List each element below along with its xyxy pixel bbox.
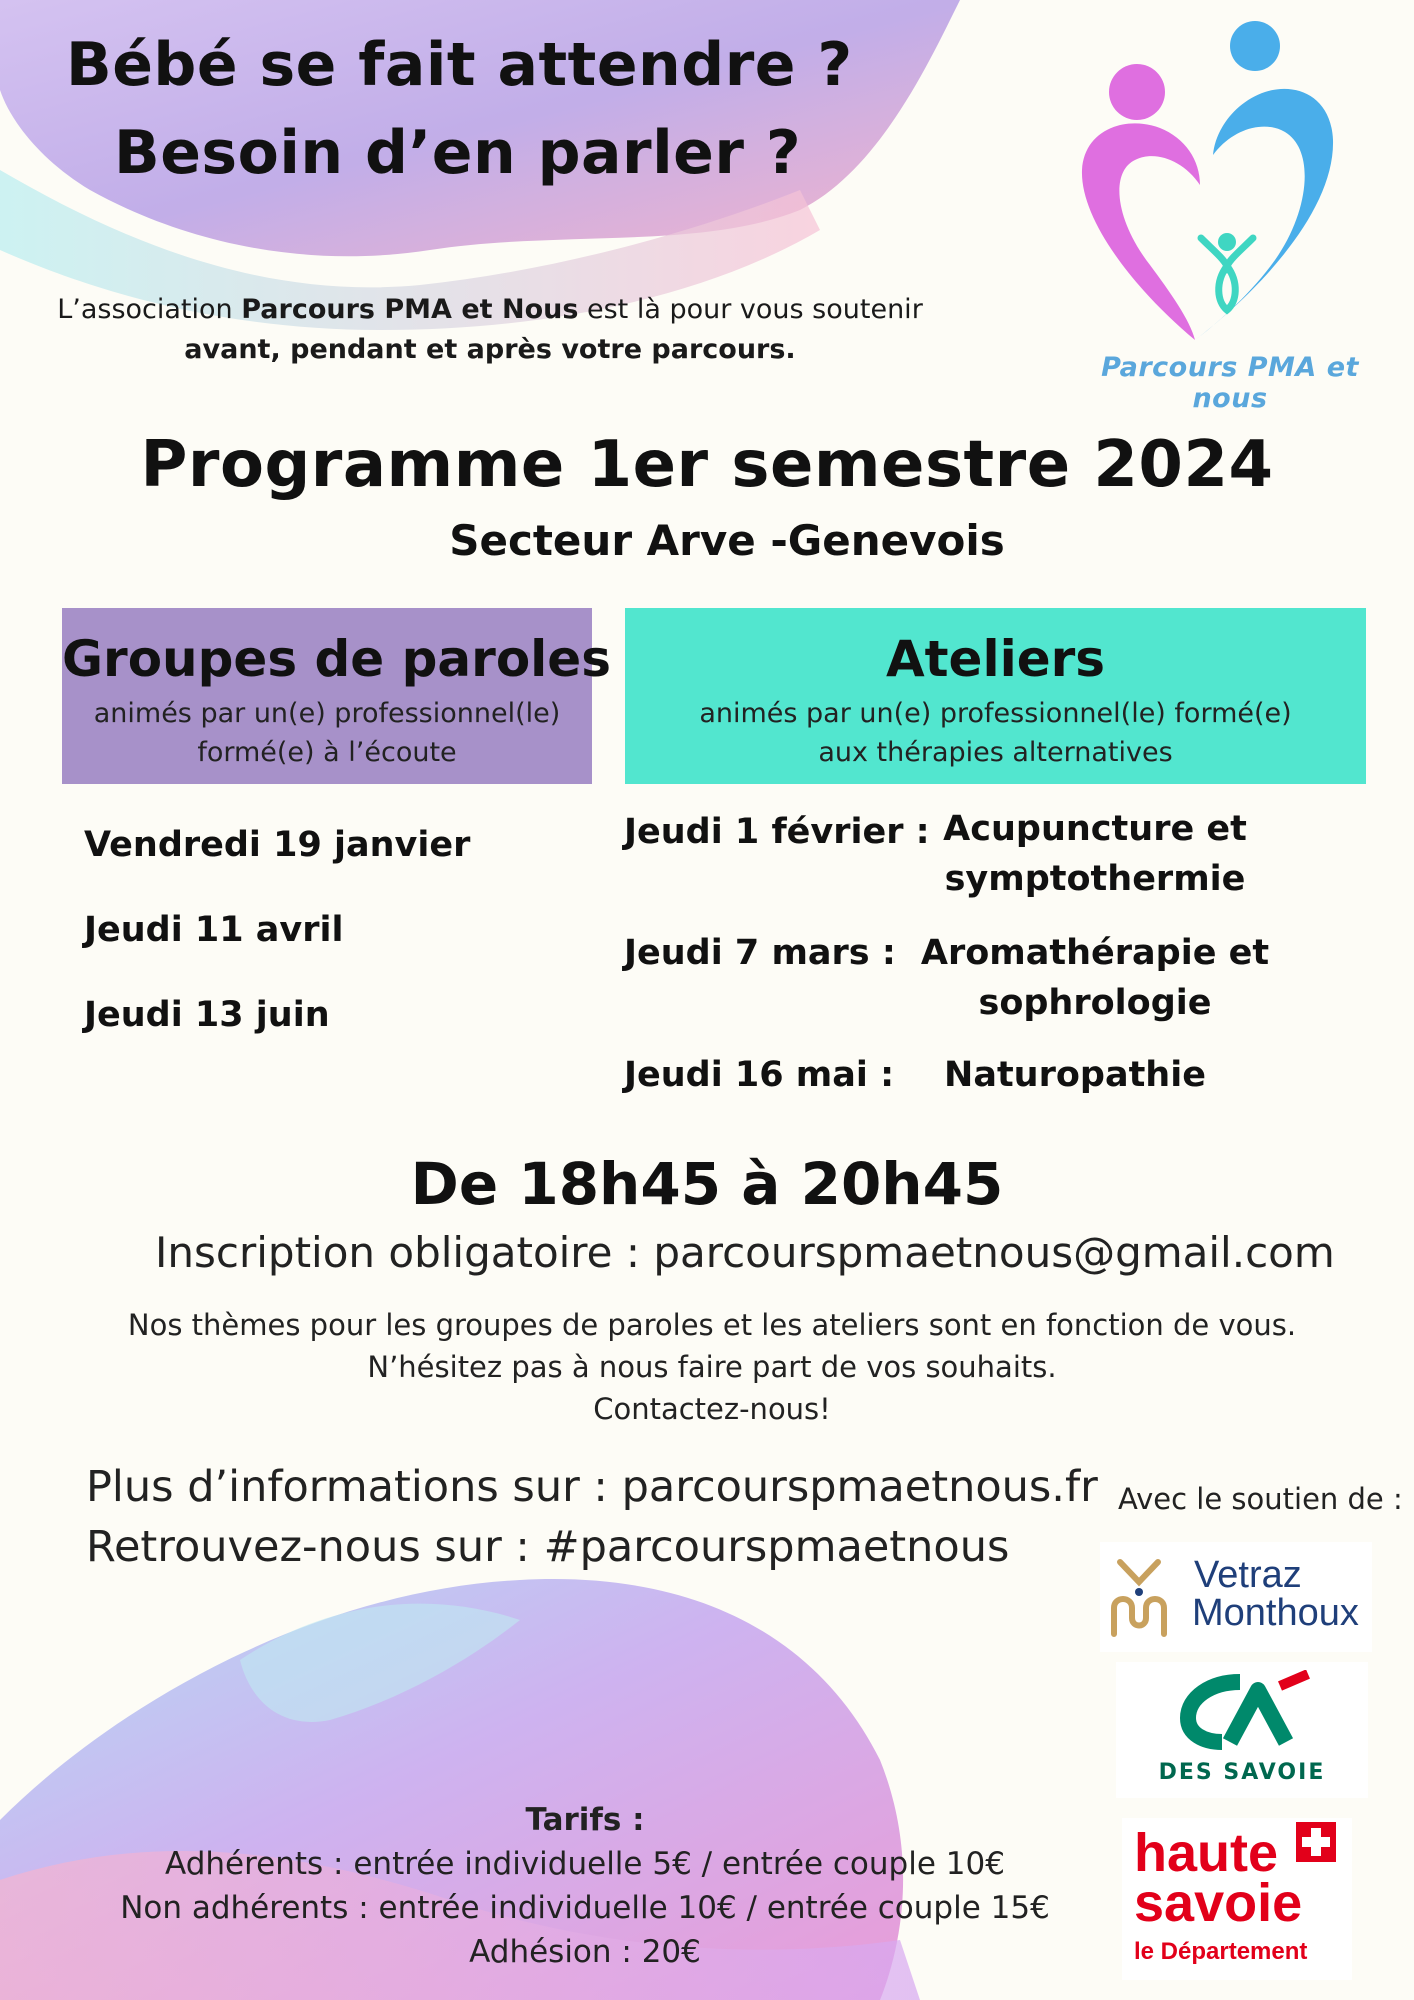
atelier-date: Jeudi 16 mai : — [624, 1055, 895, 1095]
intro-text — [0, 290, 980, 370]
main-title-line2: Besoin d’en parler ? — [114, 118, 802, 188]
groupes-header-box — [62, 608, 611, 784]
programme-subtitle: Secteur Arve -Genevois — [449, 516, 1005, 565]
vetraz-emblem-icon — [1106, 1556, 1172, 1638]
themes-line3: Contactez-nous! — [593, 1392, 831, 1426]
tarifs-adherents: Adhérents : entrée individuelle 5€ / entrée couple 10€ — [165, 1846, 1005, 1882]
intro-line2: avant, pendant et après votre parcours. — [184, 334, 796, 365]
credit-agricole-logo — [1116, 1662, 1368, 1798]
programme-title: Programme 1er semestre 2024 — [140, 428, 1274, 502]
ateliers-description: animés par un(e) professionnel(le) formé(e) aux thérapies alternatives — [699, 698, 1292, 768]
inscription-text: Inscription obligatoire : parcourspmaetnous@gmail.com — [155, 1228, 1335, 1277]
hs-line2: savoie — [1134, 1873, 1303, 1933]
ateliers-header-box — [625, 608, 1366, 784]
vetraz-line1: Vetraz — [1194, 1554, 1302, 1596]
atelier-date: Jeudi 7 mars : — [624, 933, 896, 973]
atelier-theme: Aromathérapie et sophrologie — [920, 933, 1270, 1023]
logo-caption: Parcours PMA et nous — [1101, 352, 1359, 414]
groupes-title: Groupes de paroles — [62, 630, 611, 688]
ca-emblem-icon — [1170, 1670, 1310, 1750]
vetraz-monthoux-logo — [1100, 1542, 1372, 1652]
session-hours: De 18h45 à 20h45 — [410, 1150, 1004, 1218]
atelier-theme: Naturopathie — [944, 1055, 1206, 1095]
intro-line1: L’association Parcours PMA et Nous est là pour vous soutenir — [57, 294, 923, 325]
social-info: Retrouvez-nous sur : #parcourspmaetnous — [86, 1522, 1010, 1572]
main-title-line1: Bébé se fait attendre ? — [66, 30, 853, 100]
groupes-date: Jeudi 13 juin — [84, 995, 330, 1035]
themes-text — [0, 1304, 1414, 1430]
ca-text: DES SAVOIE — [1158, 1760, 1326, 1785]
hs-line3: le Département — [1134, 1938, 1308, 1965]
heart-logo-icon — [1075, 20, 1375, 350]
tarifs-section — [0, 1798, 1170, 1974]
themes-line1: Nos thèmes pour les groupes de paroles et les ateliers sont en fonction de vous. — [127, 1308, 1297, 1342]
tarifs-adhesion: Adhésion : 20€ — [469, 1934, 701, 1970]
support-label: Avec le soutien de : — [1118, 1482, 1403, 1516]
groupes-date: Jeudi 11 avril — [84, 910, 344, 950]
atelier-date: Jeudi 1 février : — [624, 812, 930, 852]
groupes-date: Vendredi 19 janvier — [84, 825, 471, 865]
org-name: Parcours PMA et Nous — [241, 294, 579, 325]
website-info: Plus d’informations sur : parcourspmaetnous.fr — [86, 1462, 1098, 1512]
groupes-description: animés par un(e) professionnel(le) formé(e) à l’écoute — [93, 698, 561, 768]
swiss-cross-icon — [1296, 1822, 1336, 1862]
vetraz-line2: Monthoux — [1192, 1592, 1359, 1634]
hs-line1: haute — [1134, 1823, 1279, 1883]
tarifs-non-adherents: Non adhérents : entrée individuelle 10€ / entrée couple 15€ — [120, 1890, 1050, 1926]
atelier-theme: Acupuncture et symptothermie — [943, 809, 1247, 899]
ateliers-title: Ateliers — [885, 630, 1106, 688]
themes-line2: N’hésitez pas à nous faire part de vos souhaits. — [367, 1350, 1057, 1384]
tarifs-title: Tarifs : — [525, 1802, 645, 1838]
